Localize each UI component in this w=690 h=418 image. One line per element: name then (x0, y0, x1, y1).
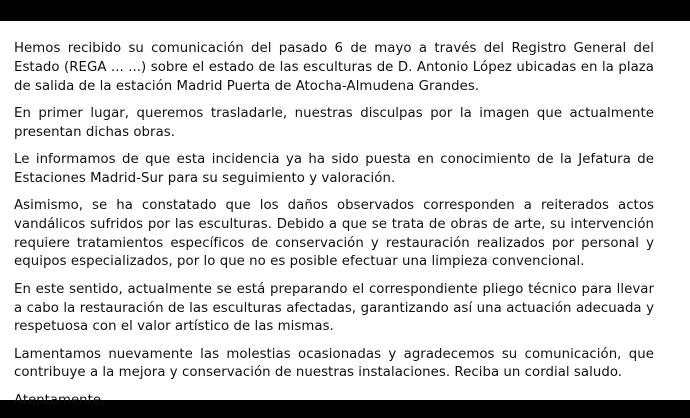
paragraph-vandalism: Asimismo, se ha constatado que los daños observados corresponden a reiterados actos vandálicos sufridos por las esculturas. Debido a que se trata de obras de arte, su intervención requiere tratamientos específicos de conservación y restauración realizados por personal y equipos especializados, por lo que no es posible efectuar una limpieza convencional. (14, 198, 654, 270)
paragraph-restoration: En este sentido, actualmente se está preparando el correspondiente pliego técnico para llevar a cabo la restauración de las esculturas afectadas, garantizando así una actuación adecuada y respetuosa con el valor artístico de las mismas. (14, 281, 654, 335)
closing-line: Atentamente, (14, 392, 106, 408)
paragraph-apology: En primer lugar, queremos trasladarle, nuestras disculpas por la imagen que actualmente presentan dichas obras. (14, 105, 654, 140)
paragraph-notification: Le informamos de que esta incidencia ya ha sido puesta en conocimiento de la Jefatura de Estaciones Madrid-Sur para su seguimiento y valoración. (14, 151, 654, 186)
letter-body (0, 21, 690, 408)
paragraph-regards: Lamentamos nuevamente las molestias ocasionadas y agradecemos su comunicación, que contribuye a la mejora y conservación de nuestras instalaciones. Reciba un cordial saludo. (14, 346, 654, 381)
paragraph-acknowledgement: Hemos recibido su comunicación del pasado 6 de mayo a través del Registro General del Estado (REGA ... ...) sobre el estado de las esculturas de D. Antonio López ubicadas en la plaza de salida de la estación Madrid Puerta de Atocha-Almudena Grandes. (14, 41, 654, 94)
